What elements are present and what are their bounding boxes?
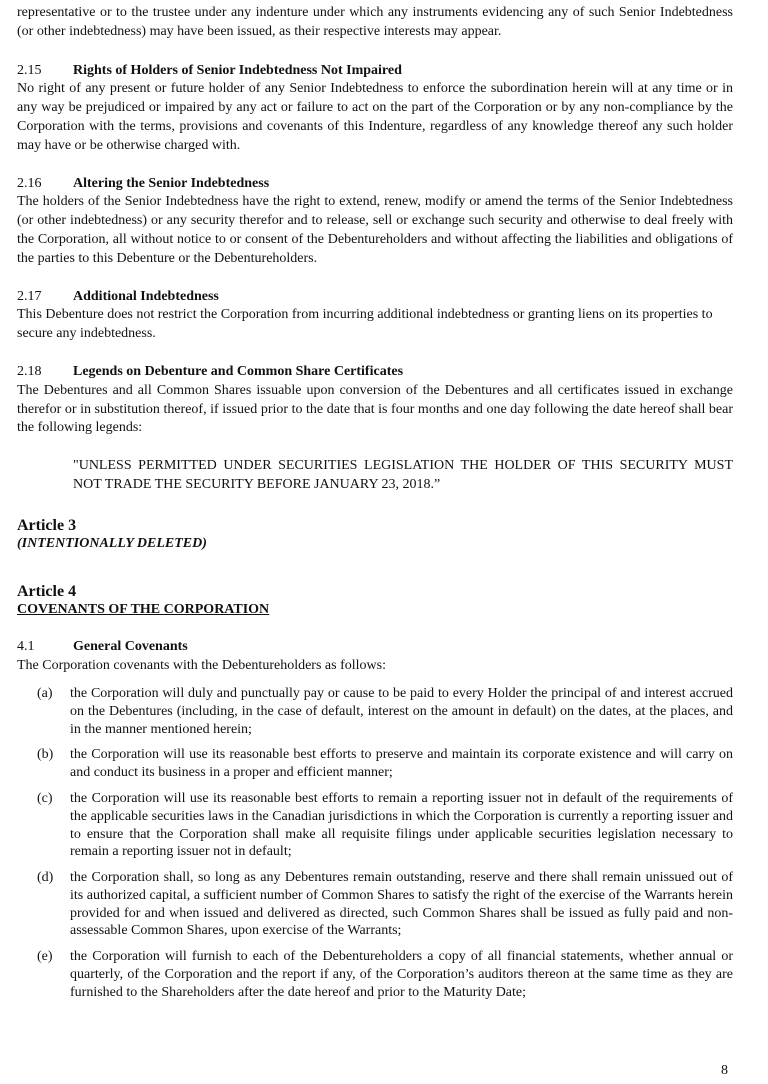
list-item-label: (c) — [37, 790, 53, 806]
section-number: 4.1 — [17, 639, 35, 655]
section-title: Legends on Debenture and Common Share Certificates — [73, 363, 404, 379]
section-number: 2.16 — [17, 175, 42, 191]
section-heading — [17, 363, 733, 382]
article-heading: COVENANTS OF THE CORPORATION — [17, 601, 270, 617]
section-title: Altering the Senior Indebtedness — [73, 175, 270, 191]
section-heading — [17, 288, 733, 307]
list-item-text: the Corporation will duly and punctually pay or cause to be paid to every Holder the principal of and interest accrued on the Debentures (including, in the case of default, interest on the amount in default) on the dates, at the places, and in the manner mentioned herein; — [70, 685, 733, 737]
section-2-18 — [17, 363, 733, 438]
list-item-text: the Corporation will use its reasonable best efforts to preserve and maintain its corporate existence and will carry on and conduct its business in a proper and efficient manner; — [70, 747, 733, 781]
list-item-label: (d) — [37, 870, 54, 886]
section-2-15 — [17, 62, 733, 156]
article-subtitle: (INTENTIONALLY DELETED) — [17, 535, 207, 551]
section-title: Rights of Holders of Senior Indebtedness Not Impaired — [73, 62, 402, 78]
list-item — [37, 790, 733, 861]
section-2-17 — [17, 288, 733, 344]
list-item-text: the Corporation shall, so long as any Debentures remain outstanding, reserve and there shall remain unissued out of its authorized capital, a sufficient number of Common Shares to satisfy the right of the exercise of the Warrants herein provided for and when issued and delivered as directed, such Common Shares shall be issued as fully paid and non-assessable Common Shares, upon exercise of the Warrants; — [70, 870, 733, 939]
section-2-16 — [17, 175, 733, 269]
list-item — [37, 746, 733, 782]
section-number: 2.18 — [17, 363, 42, 379]
intro-paragraph: representative or to the trustee under any indenture under which any instruments evidencing any of such Senior Indebtedness (or other indebtedness) may have been issued, as their respective interests may appear. — [17, 5, 733, 39]
section-heading — [17, 175, 733, 194]
section-title: Additional Indebtedness — [73, 288, 219, 304]
document-page — [17, 4, 733, 1002]
section-heading — [17, 62, 733, 81]
list-item-text: the Corporation will furnish to each of the Debentureholders a copy of all financial statements, whether annual or quarterly, of the Corporation and the report if any, of the Corporation’s auditors thereon at the same time as they are furnished to the Shareholders after the date hereof and prior to the Maturity Date; — [70, 949, 733, 1000]
article-title: Article 3 — [17, 516, 77, 534]
section-number: 2.17 — [17, 288, 42, 304]
section-4-1 — [17, 638, 733, 676]
article-4 — [17, 582, 733, 620]
section-number: 2.15 — [17, 62, 42, 78]
section-body: No right of any present or future holder of any Senior Indebtedness to enforce the subordination herein will at any time or in any way be prejudiced or impaired by any act or failure to act on the part of the Corporation or by any non-compliance by the Corporation with the terms, provisions and covenants of this Indenture, regardless of any knowledge thereof any such holder may have or be otherwise charged with. — [17, 81, 733, 153]
legend-quote: "UNLESS PERMITTED UNDER SECURITIES LEGISLATION THE HOLDER OF THIS SECURITY MUST NOT TRADE THE SECURITY BEFORE JANUARY 23, 2018.” — [73, 458, 733, 492]
list-item — [37, 685, 733, 738]
section-body: The Corporation covenants with the Debentureholders as follows: — [17, 658, 386, 674]
list-item-label: (e) — [37, 949, 53, 965]
list-item — [37, 948, 733, 1001]
article-3 — [17, 516, 733, 554]
list-item-text: the Corporation will use its reasonable best efforts to remain a reporting issuer not in default of the requirements of the applicable securities laws in the Canadian jurisdictions in which the Corporation is currently a reporting issuer and to ensure that the Corporation shall make all requisite filings under applicable securities legislation necessary to remain a reporting issuer not in default; — [70, 790, 733, 860]
list-item-label: (b) — [37, 747, 54, 763]
list-item — [37, 869, 733, 940]
covenants-list — [17, 685, 733, 1002]
section-title: General Covenants — [73, 639, 188, 655]
section-body: The Debentures and all Common Shares issuable upon conversion of the Debentures and all certificates issued in exchange therefor or in substitution thereof, if issued prior to the date that is four months and one day following the date hereof shall bear the following legends: — [17, 382, 733, 436]
section-heading — [17, 638, 733, 657]
list-item-label: (a) — [37, 685, 53, 701]
page-number: 8 — [721, 1063, 728, 1078]
section-body: This Debenture does not restrict the Corporation from incurring additional indebtedness or granting liens on its properties to secure any indebtedness. — [17, 307, 713, 342]
article-title: Article 4 — [17, 582, 77, 600]
section-body: The holders of the Senior Indebtedness have the right to extend, renew, modify or amend the terms of the Senior Indebtedness (or other indebtedness) or any security therefor and to release, sell or exchange such security and otherwise to deal freely with the Corporation, all without notice to or consent of the Debentureholders and without affecting the liabilities and obligations of the parties to this Debenture or the Debentureholders. — [17, 194, 733, 266]
